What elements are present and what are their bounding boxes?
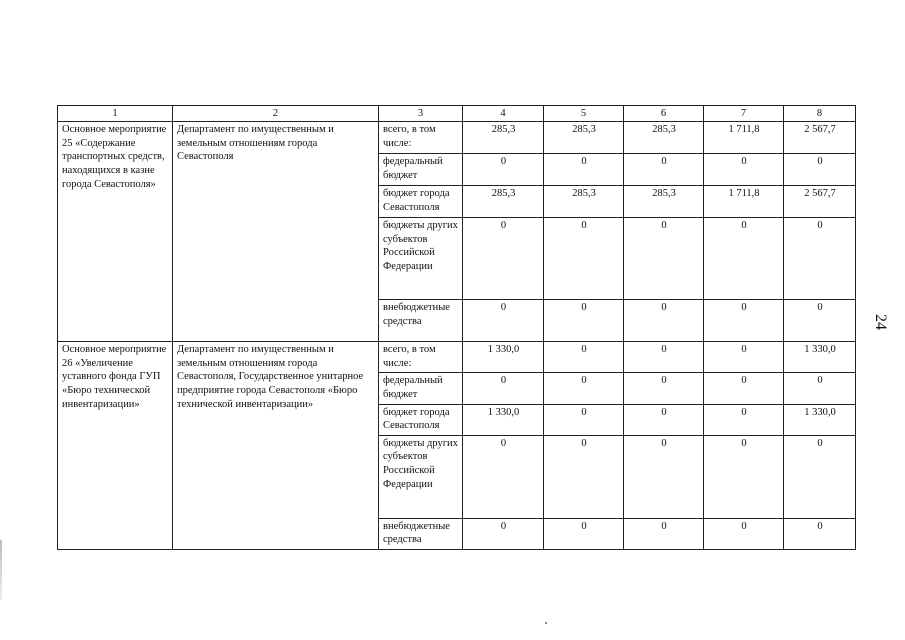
value-cell: 285,3 <box>463 186 544 218</box>
funding-source-cell: бюджеты других субъектов Российской Федерации <box>379 218 463 300</box>
value-cell: 285,3 <box>624 122 704 154</box>
value-cell: 0 <box>624 300 704 342</box>
event-name-cell: Основное мероприятие 26 «Увеличение уставного фонда ГУП «Бюро технической инвентаризации» <box>58 342 173 550</box>
value-cell: 0 <box>784 518 856 549</box>
value-cell: 0 <box>624 154 704 186</box>
value-cell: 285,3 <box>544 186 624 218</box>
value-cell: 1 330,0 <box>784 342 856 373</box>
value-cell: 1 711,8 <box>704 186 784 218</box>
funding-source-cell: федеральный бюджет <box>379 154 463 186</box>
value-cell: 1 711,8 <box>704 122 784 154</box>
value-cell: 0 <box>463 218 544 300</box>
header-cell-6: 6 <box>624 106 704 122</box>
value-cell: 0 <box>784 373 856 404</box>
value-cell: 0 <box>704 435 784 518</box>
department-cell: Департамент по имущественным и земельным отношениям города Севастополя, Государственное унитарное предприятие города Севастополя «Бюро технической инвентаризации» <box>173 342 379 550</box>
value-cell: 0 <box>544 218 624 300</box>
header-cell-8: 8 <box>784 106 856 122</box>
value-cell: 0 <box>463 518 544 549</box>
value-cell: 0 <box>463 300 544 342</box>
value-cell: 0 <box>704 518 784 549</box>
value-cell: 0 <box>704 342 784 373</box>
budget-table <box>57 105 856 550</box>
value-cell: 1 330,0 <box>463 404 544 435</box>
funding-source-cell: бюджет города Севастополя <box>379 186 463 218</box>
value-cell: 1 330,0 <box>463 342 544 373</box>
scan-edge-mark <box>0 540 2 600</box>
value-cell: 2 567,7 <box>784 122 856 154</box>
header-row <box>58 106 856 122</box>
header-cell-7: 7 <box>704 106 784 122</box>
value-cell: 0 <box>704 154 784 186</box>
header-cell-5: 5 <box>544 106 624 122</box>
value-cell: 0 <box>544 154 624 186</box>
value-cell: 0 <box>784 300 856 342</box>
value-cell: 0 <box>784 218 856 300</box>
value-cell: 0 <box>704 404 784 435</box>
value-cell: 0 <box>463 373 544 404</box>
value-cell: 0 <box>544 342 624 373</box>
value-cell: 0 <box>544 404 624 435</box>
table-row <box>58 342 856 373</box>
table-row <box>58 122 856 154</box>
value-cell: 0 <box>624 518 704 549</box>
value-cell: 0 <box>624 342 704 373</box>
value-cell: 0 <box>624 218 704 300</box>
event-name-cell: Основное мероприятие 25 «Содержание транспортных средств, находящихся в казне города Севастополя» <box>58 122 173 342</box>
value-cell: 0 <box>544 518 624 549</box>
value-cell: 285,3 <box>624 186 704 218</box>
funding-source-cell: внебюджетные средства <box>379 518 463 549</box>
header-cell-1: 1 <box>58 106 173 122</box>
value-cell: 285,3 <box>463 122 544 154</box>
value-cell: 0 <box>463 435 544 518</box>
funding-source-cell: всего, в том числе: <box>379 122 463 154</box>
value-cell: 0 <box>784 435 856 518</box>
funding-source-cell: бюджеты других субъектов Российской Федерации <box>379 435 463 518</box>
header-cell-4: 4 <box>463 106 544 122</box>
value-cell: 0 <box>784 154 856 186</box>
value-cell: 2 567,7 <box>784 186 856 218</box>
funding-source-cell: федеральный бюджет <box>379 373 463 404</box>
header-cell-2: 2 <box>173 106 379 122</box>
funding-source-cell: внебюджетные средства <box>379 300 463 342</box>
funding-source-cell: бюджет города Севастополя <box>379 404 463 435</box>
value-cell: 0 <box>704 300 784 342</box>
value-cell: 1 330,0 <box>784 404 856 435</box>
funding-source-cell: всего, в том числе: <box>379 342 463 373</box>
value-cell: 0 <box>544 435 624 518</box>
value-cell: 0 <box>624 373 704 404</box>
header-cell-3: 3 <box>379 106 463 122</box>
department-cell: Департамент по имущественным и земельным отношениям города Севастополя <box>173 122 379 342</box>
value-cell: 0 <box>544 373 624 404</box>
value-cell: 285,3 <box>544 122 624 154</box>
value-cell: 0 <box>704 218 784 300</box>
value-cell: 0 <box>624 404 704 435</box>
page-number: 24 <box>872 314 889 330</box>
value-cell: 0 <box>544 300 624 342</box>
value-cell: 0 <box>624 435 704 518</box>
value-cell: 0 <box>463 154 544 186</box>
scan-speck <box>545 622 547 624</box>
value-cell: 0 <box>704 373 784 404</box>
